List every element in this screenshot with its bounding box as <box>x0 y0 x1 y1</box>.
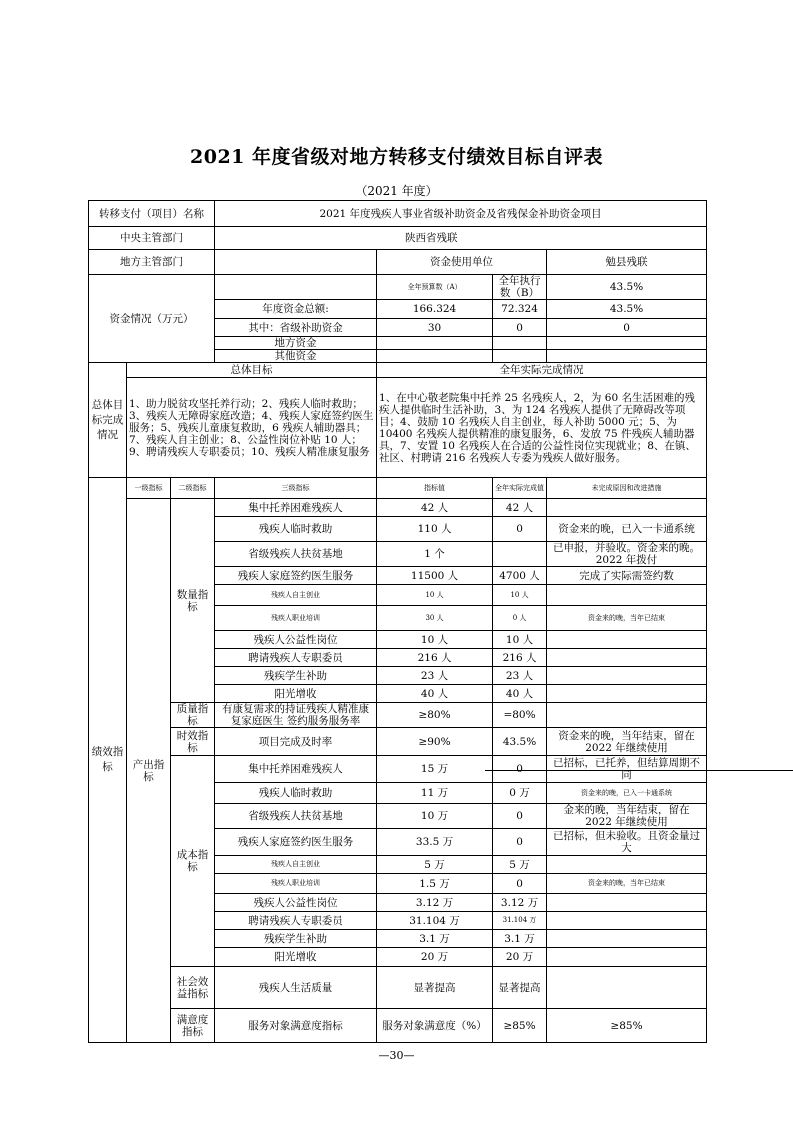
indicator-reason <box>547 967 707 1009</box>
stray-line <box>485 770 793 771</box>
indicator-name: 残疾人自主创业 <box>215 856 377 874</box>
indicator-actual: 显著提高 <box>493 967 547 1009</box>
indicator-target: 11 万 <box>377 783 493 804</box>
indicator-target: 显著提高 <box>377 967 493 1009</box>
indicator-actual: ≥85% <box>547 1009 707 1043</box>
indicator-reason <box>547 912 707 930</box>
indicator-header-row <box>89 478 707 499</box>
project-row <box>89 201 707 227</box>
indicator-actual: 0 <box>493 517 547 542</box>
indicator-reason <box>547 631 707 649</box>
indicator-name: 集中托养困难残疾人 <box>215 499 377 517</box>
fund-budget <box>377 337 493 350</box>
indicator-target: 23 人 <box>377 667 493 685</box>
indicator-row <box>89 756 707 783</box>
indicator-name: 残疾学生补助 <box>215 667 377 685</box>
output-label: 产出指标 <box>127 499 171 1043</box>
funds-header-row <box>89 275 707 300</box>
indicator-name: 残疾人职业培训 <box>215 606 377 631</box>
indicator-actual: 0 人 <box>493 606 547 631</box>
indicator-actual: 31.104 万 <box>493 912 547 930</box>
page-subtitle: （2021 年度） <box>355 184 438 198</box>
indicator-target: 5 万 <box>377 856 493 874</box>
indicator-name: 省级残疾人扶贫基地 <box>215 804 377 829</box>
unit-value: 勉县残联 <box>547 250 707 275</box>
funds-section-label: 资金情况（万元） <box>89 275 215 363</box>
indicators-section-label: 绩效指标 <box>89 478 127 1043</box>
indicator-reason: 已申报，并验收。资金来的晚。2022 年拨付 <box>547 542 707 567</box>
indicator-target: 3.1 万 <box>377 930 493 948</box>
indicator-actual: 0 万 <box>493 783 547 804</box>
fund-label: 其他资金 <box>215 350 377 363</box>
goals-body-row <box>89 378 707 478</box>
goals-header-row <box>89 363 707 378</box>
indicator-name: 残疾人临时救助 <box>215 783 377 804</box>
indicator-name: 残疾人公益性岗位 <box>215 631 377 649</box>
indicator-target: 33.5 万 <box>377 829 493 856</box>
fund-budget: 166.324 <box>377 300 493 319</box>
indicator-target: ≥90% <box>377 728 493 756</box>
indicator-reason <box>547 948 707 967</box>
indicator-name: 有康复需求的持证残疾人精准康复家庭医生 签约服务服务率 <box>215 703 377 728</box>
indicator-actual: 0 <box>493 829 547 856</box>
col-rate: 43.5% <box>547 275 707 300</box>
local-row <box>89 250 707 275</box>
indicator-actual: 42 人 <box>493 499 547 517</box>
page-number: —30— <box>378 1049 415 1062</box>
goals-section-label: 总体目标完成情况 <box>89 363 127 478</box>
indicator-name: 集中托养困难残疾人 <box>215 756 377 783</box>
unit-label: 资金使用单位 <box>377 250 547 275</box>
indicator-target: 10 人 <box>377 631 493 649</box>
page-title: 2021 年度省级对地方转移支付绩效目标自评表 <box>190 146 603 168</box>
indicator-target: 110 人 <box>377 517 493 542</box>
col-reason: 未完成原因和改进措施 <box>547 478 707 499</box>
col-target: 指标值 <box>377 478 493 499</box>
indicator-reason <box>547 685 707 703</box>
indicator-reason <box>547 585 707 606</box>
indicator-row <box>89 703 707 728</box>
indicator-target: 216 人 <box>377 649 493 667</box>
fund-label: 其中：省级补助资金 <box>215 319 377 337</box>
indicator-actual: 10 人 <box>493 631 547 649</box>
indicator-name: 残疾人家庭签约医生服务 <box>215 567 377 585</box>
fund-rate <box>547 350 707 363</box>
indicator-target: 40 人 <box>377 685 493 703</box>
indicator-target: 30 人 <box>377 606 493 631</box>
indicator-name: 残疾人职业培训 <box>215 874 377 894</box>
indicator-actual: 40 人 <box>493 685 547 703</box>
indicator-reason: 已招标，已托养，但结算周期不同 <box>547 756 707 783</box>
fund-budget <box>377 350 493 363</box>
indicator-row <box>89 728 707 756</box>
indicator-actual: 5 万 <box>493 856 547 874</box>
indicator-target: 3.12 万 <box>377 894 493 912</box>
fund-rate: 0 <box>547 319 707 337</box>
indicator-actual: 23 人 <box>493 667 547 685</box>
indicator-target: 20 万 <box>377 948 493 967</box>
satisfaction-label: 满意度指标 <box>171 1009 215 1043</box>
fund-budget: 30 <box>377 319 493 337</box>
col-actual: 全年实际完成值 <box>493 478 547 499</box>
indicator-target: ≥85% <box>493 1009 547 1043</box>
indicator-target: 10 万 <box>377 804 493 829</box>
goals-target-header: 总体目标 <box>127 363 377 378</box>
indicator-actual: 0 <box>493 756 547 783</box>
indicator-actual: 216 人 <box>493 649 547 667</box>
fund-exec <box>493 350 547 363</box>
project-value: 2021 年度残疾人事业省级补助资金及省残保金补助资金项目 <box>215 201 707 227</box>
indicator-actual: 3.12 万 <box>493 894 547 912</box>
indicator-name: 聘请残疾人专职委员 <box>215 649 377 667</box>
quality-label: 质量指标 <box>171 703 215 728</box>
indicator-name: 残疾人公益性岗位 <box>215 894 377 912</box>
col-budget: 全年预算数（A） <box>377 275 493 300</box>
indicator-name: 残疾人生活质量 <box>215 967 377 1009</box>
indicator-name: 残疾学生补助 <box>215 930 377 948</box>
indicator-reason <box>547 703 707 728</box>
indicator-actual: 3.1 万 <box>493 930 547 948</box>
fund-label: 地方资金 <box>215 337 377 350</box>
indicator-reason: 金来的晚，当年结束，留在 2022 年继续使用 <box>547 804 707 829</box>
indicator-reason <box>547 856 707 874</box>
col-exec: 全年执行数（B） <box>493 275 547 300</box>
funds-empty-header <box>215 275 377 300</box>
indicator-target: ≥80% <box>377 703 493 728</box>
central-label: 中央主管部门 <box>89 227 215 250</box>
indicator-name: 残疾人家庭签约医生服务 <box>215 829 377 856</box>
indicator-name: 服务对象满意度（%） <box>377 1009 493 1043</box>
indicator-row <box>89 1009 707 1043</box>
indicator-row <box>89 967 707 1009</box>
indicator-reason: 完成了实际需签约数 <box>547 567 707 585</box>
indicator-name: 残疾人自主创业 <box>215 585 377 606</box>
central-row <box>89 227 707 250</box>
indicator-name: 项目完成及时率 <box>215 728 377 756</box>
indicator-reason <box>547 930 707 948</box>
service-label: 服务对象满意度指标 <box>215 1009 377 1043</box>
indicator-target: 1 个 <box>377 542 493 567</box>
indicator-row <box>89 499 707 517</box>
indicator-target: 42 人 <box>377 499 493 517</box>
fund-label: 年度资金总额: <box>215 300 377 319</box>
fund-rate: 43.5% <box>547 300 707 319</box>
indicator-name: 省级残疾人扶贫基地 <box>215 542 377 567</box>
local-label: 地方主管部门 <box>89 250 215 275</box>
indicator-actual: 10 人 <box>493 585 547 606</box>
col-level3: 三级指标 <box>215 478 377 499</box>
indicator-reason <box>547 499 707 517</box>
indicator-target: 11500 人 <box>377 567 493 585</box>
indicator-actual: 20 万 <box>493 948 547 967</box>
indicator-actual <box>493 542 547 567</box>
indicator-name: 阳光增收 <box>215 685 377 703</box>
indicator-reason: 资金来的晚，当年已结束 <box>547 874 707 894</box>
central-value: 陕西省残联 <box>215 227 707 250</box>
social-label: 社会效益指标 <box>171 967 215 1009</box>
indicator-actual: 0 <box>493 804 547 829</box>
local-value <box>215 250 377 275</box>
indicator-reason: 资金来的晚，已入一卡通系统 <box>547 517 707 542</box>
col-level1: 一级指标 <box>127 478 171 499</box>
indicator-target: 10 人 <box>377 585 493 606</box>
goals-actual-header: 全年实际完成情况 <box>377 363 707 378</box>
indicator-reason <box>547 667 707 685</box>
time-label: 时效指标 <box>171 728 215 756</box>
indicator-reason: 资金来的晚，已入一卡通系统 <box>547 783 707 804</box>
indicator-name: 聘请残疾人专职委员 <box>215 912 377 930</box>
indicator-name: 阳光增收 <box>215 948 377 967</box>
indicator-reason <box>547 649 707 667</box>
indicator-actual: =80% <box>493 703 547 728</box>
indicator-target: 15 万 <box>377 756 493 783</box>
indicator-reason: 资金来的晚，当年已结束 <box>547 606 707 631</box>
quantity-label: 数量指标 <box>171 499 215 703</box>
fund-exec: 72.324 <box>493 300 547 319</box>
fund-exec <box>493 337 547 350</box>
indicator-actual: 43.5% <box>493 728 547 756</box>
indicator-actual: 0 <box>493 874 547 894</box>
indicator-reason <box>547 894 707 912</box>
goals-actual-text: 1、在中心敬老院集中托养 25 名残疾人，2，为 60 名生活困难的残疾人提供临时生活补助，3、为 124 名残疾人提供了无障碍改等项目；4、鼓励 10 名残疾人自主创业，每人补助 5000 元；5、为 10400 名残疾人提供精准的康复服务，6、发放 75 件残疾人辅助器具，7、安置 10 名残疾人在合适的公益性岗位实现就业；8、在镇、社区、村聘请 216 名残疾人专委为残疾人做好服务。 <box>377 378 707 478</box>
indicator-reason: 资金来的晚，当年结束，留在 2022 年继续使用 <box>547 728 707 756</box>
cost-label: 成本指标 <box>171 756 215 967</box>
fund-rate <box>547 337 707 350</box>
project-label: 转移支付（项目）名称 <box>89 201 215 227</box>
indicator-name: 残疾人临时救助 <box>215 517 377 542</box>
indicator-actual: 4700 人 <box>493 567 547 585</box>
indicator-target: 1.5 万 <box>377 874 493 894</box>
fund-exec: 0 <box>493 319 547 337</box>
indicator-target: 31.104 万 <box>377 912 493 930</box>
goals-target-text: 1、助力脱贫攻坚托养行动；2、残疾人临时救助；3、残疾人无障碍家庭改造；4、残疾人家庭签约医生服务；5、残疾儿童康复救助，6 残疾人辅助器具；7、残疾人自主创业；8、公益性岗位补贴 10 人；9、聘请残疾人专职委员；10、残疾人精准康复服务 <box>127 378 377 478</box>
col-level2: 二级指标 <box>171 478 215 499</box>
evaluation-table <box>88 200 707 1043</box>
indicator-reason: 已招标，但未验收。且资金量过大 <box>547 829 707 856</box>
